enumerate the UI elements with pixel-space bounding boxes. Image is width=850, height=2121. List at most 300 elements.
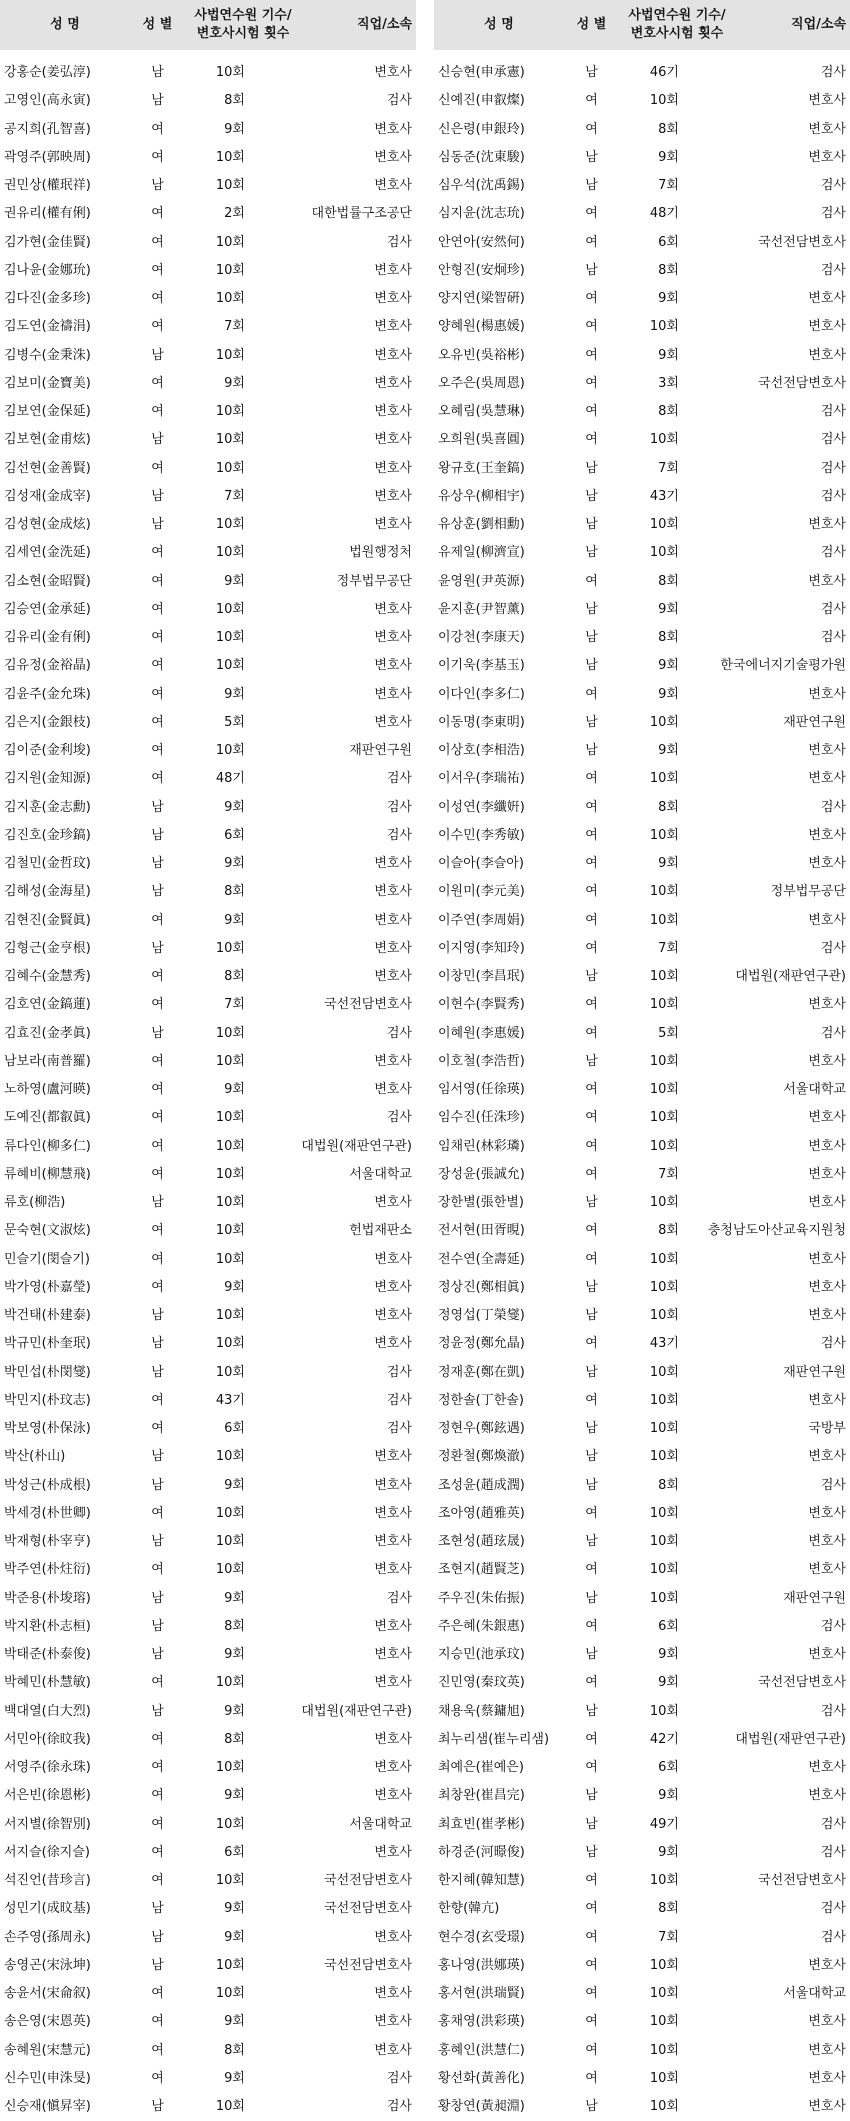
- table-row: [0, 1669, 416, 1697]
- cell-class: 9회: [658, 601, 679, 617]
- cell-name: 김병수(金秉洙): [4, 347, 91, 363]
- cell-gender: 여: [585, 1138, 598, 1154]
- table-row: [434, 991, 850, 1019]
- cell-class: 9회: [224, 1703, 245, 1719]
- cell-name: 오유빈(吳裕彬): [438, 347, 525, 363]
- table-row: [0, 1387, 416, 1415]
- cell-class: 10회: [215, 234, 245, 250]
- cell-gender: 남: [151, 856, 164, 871]
- table-row: [434, 342, 850, 370]
- cell-class: 10회: [649, 1364, 679, 1380]
- table-row: [0, 1217, 416, 1245]
- cell-gender: 여: [151, 1223, 164, 1239]
- cell-name: 이창민(李昌珉): [438, 969, 525, 984]
- cell-job: 검사: [386, 1590, 412, 1606]
- cell-gender: 남: [151, 1364, 164, 1380]
- cell-class: 10회: [215, 1760, 245, 1775]
- table-row: [434, 144, 850, 172]
- table-row: [0, 1500, 416, 1528]
- cell-class: 9회: [658, 658, 679, 674]
- cell-class: 7회: [224, 997, 245, 1013]
- cell-class: 10회: [215, 517, 245, 532]
- cell-job: 변호사: [374, 714, 412, 730]
- cell-gender: 여: [585, 1873, 598, 1888]
- cell-name: 김유리(金有俐): [4, 630, 91, 645]
- cell-class: 9회: [224, 799, 245, 815]
- cell-gender: 남: [585, 1534, 598, 1549]
- cell-name: 이기욱(李基玉): [438, 658, 525, 674]
- cell-job: 변호사: [374, 1308, 412, 1323]
- table-row: [0, 878, 416, 906]
- cell-name: 오혜림(吳慧琳): [438, 404, 525, 419]
- table-row: [0, 907, 416, 935]
- cell-job: 변호사: [374, 1053, 412, 1069]
- cell-gender: 여: [151, 1816, 164, 1832]
- cell-job: 변호사: [374, 262, 412, 278]
- cell-name: 김지훈(金志勳): [4, 799, 91, 815]
- cell-gender: 남: [151, 1901, 164, 1917]
- cell-class: 8회: [658, 1223, 679, 1239]
- cell-class: 9회: [224, 2014, 245, 2030]
- table-row: [0, 681, 416, 709]
- cell-gender: 여: [151, 2014, 164, 2030]
- cell-job: 국선전담변호사: [758, 234, 846, 250]
- cell-name: 남보라(南普羅): [4, 1053, 91, 1069]
- cell-class: 10회: [215, 1986, 245, 2001]
- table-row: [434, 1104, 850, 1132]
- table-row: [434, 1867, 850, 1895]
- cell-gender: 여: [151, 1082, 164, 1097]
- table-row: [0, 1641, 416, 1669]
- cell-class: 9회: [224, 1929, 245, 1945]
- cell-class: 10회: [215, 1505, 245, 1521]
- cell-class: 10회: [215, 432, 245, 448]
- cell-job: 검사: [820, 404, 846, 419]
- cell-class: 10회: [215, 601, 245, 617]
- cell-class: 10회: [649, 93, 679, 109]
- cell-job: 검사: [386, 234, 412, 250]
- cell-gender: 남: [585, 1844, 598, 1860]
- table-row: [0, 370, 416, 398]
- cell-class: 10회: [649, 432, 679, 448]
- cell-class: 8회: [658, 1477, 679, 1493]
- cell-gender: 여: [151, 375, 164, 391]
- table-row: [434, 1443, 850, 1471]
- cell-gender: 여: [151, 1760, 164, 1775]
- cell-class: 7회: [658, 1929, 679, 1945]
- table-row: [0, 87, 416, 115]
- table-row: [434, 426, 850, 454]
- cell-gender: 남: [151, 1195, 164, 1210]
- cell-class: 10회: [649, 1195, 679, 1210]
- table-row: [0, 1048, 416, 1076]
- table-row: [0, 1924, 416, 1952]
- cell-job: 변호사: [374, 1505, 412, 1521]
- cell-class: 48기: [649, 206, 679, 222]
- cell-name: 김승연(金承延): [4, 601, 91, 617]
- cell-class: 8회: [658, 1901, 679, 1917]
- table-row: [0, 1528, 416, 1556]
- cell-name: 이강천(李康天): [438, 630, 525, 645]
- cell-gender: 여: [585, 912, 598, 928]
- cell-job: 변호사: [808, 149, 846, 165]
- cell-job: 한국에너지기술평가원: [720, 658, 846, 674]
- cell-gender: 남: [151, 488, 164, 504]
- cell-gender: 여: [585, 375, 598, 391]
- cell-name: 오희원(吳喜圓): [438, 432, 525, 448]
- cell-name: 심지윤(沈志玧): [438, 206, 525, 222]
- table-row: [434, 257, 850, 285]
- cell-class: 10회: [215, 404, 245, 419]
- table-row: [434, 87, 850, 115]
- cell-job: 변호사: [808, 856, 846, 871]
- cell-job: 변호사: [808, 1760, 846, 1775]
- cell-name: 이동명(李東明): [438, 714, 525, 730]
- cell-job: 국선전담변호사: [758, 1675, 846, 1691]
- cell-class: 9회: [224, 1590, 245, 1606]
- cell-job: 정부법무공단: [770, 884, 846, 900]
- cell-job: 변호사: [374, 884, 412, 900]
- cell-name: 임채린(林彩璘): [438, 1138, 525, 1154]
- cell-class: 10회: [649, 714, 679, 730]
- cell-name: 류혜비(柳慧飛): [4, 1166, 91, 1182]
- cell-job: 변호사: [374, 1647, 412, 1662]
- cell-class: 43기: [215, 1392, 245, 1408]
- cell-name: 조현지(趙賢芝): [438, 1562, 525, 1578]
- cell-name: 이서우(李瑞祐): [438, 771, 525, 787]
- cell-class: 10회: [649, 1421, 679, 1436]
- cell-name: 전서현(田胥晛): [438, 1223, 525, 1239]
- cell-gender: 여: [585, 1901, 598, 1917]
- cell-class: 10회: [649, 1082, 679, 1097]
- cell-job: 검사: [820, 178, 846, 193]
- cell-gender: 남: [585, 65, 598, 80]
- cell-job: 국선전담변호사: [758, 375, 846, 391]
- cell-class: 9회: [224, 1082, 245, 1097]
- cell-job: 변호사: [808, 1166, 846, 1182]
- table-row: [0, 1754, 416, 1782]
- cell-gender: 여: [151, 912, 164, 928]
- cell-class: 10회: [215, 1223, 245, 1239]
- cell-job: 변호사: [808, 347, 846, 363]
- cell-gender: 남: [151, 1308, 164, 1323]
- cell-class: 10회: [215, 1364, 245, 1380]
- cell-name: 김소현(金昭賢): [4, 573, 91, 589]
- cell-gender: 여: [151, 121, 164, 137]
- cell-job: 변호사: [808, 291, 846, 306]
- cell-name: 심동준(沈東駿): [438, 149, 525, 165]
- cell-name: 양혜원(楊惠媛): [438, 319, 525, 335]
- cell-name: 김선현(金善賢): [4, 460, 91, 476]
- table-row: [434, 1726, 850, 1754]
- table-row: [434, 822, 850, 850]
- cell-gender: 남: [151, 1957, 164, 1973]
- cell-gender: 여: [585, 1760, 598, 1775]
- cell-job: 변호사: [374, 65, 412, 80]
- table-row: [434, 370, 850, 398]
- table-row: [434, 285, 850, 313]
- cell-gender: 남: [585, 1279, 598, 1295]
- table-row: [434, 172, 850, 200]
- gender-column-header: 성 별: [576, 17, 607, 32]
- cell-job: 검사: [386, 827, 412, 843]
- cell-gender: 남: [151, 432, 164, 448]
- cell-class: 10회: [649, 827, 679, 843]
- cell-name: 공지희(孔智喜): [4, 121, 91, 137]
- cell-name: 김현진(金賢眞): [4, 912, 91, 928]
- cell-class: 10회: [215, 1534, 245, 1549]
- table-row: [0, 1104, 416, 1132]
- cell-job: 검사: [386, 771, 412, 787]
- cell-gender: 여: [151, 1421, 164, 1436]
- cell-job: 변호사: [374, 940, 412, 956]
- cell-gender: 여: [585, 799, 598, 815]
- cell-name: 현수경(玄受璟): [438, 1929, 525, 1945]
- cell-class: 10회: [215, 1110, 245, 1126]
- cell-class: 10회: [215, 2099, 245, 2114]
- cell-gender: 남: [151, 1590, 164, 1606]
- cell-name: 이슬아(李슬아): [438, 856, 524, 871]
- cell-job: 검사: [386, 2070, 412, 2086]
- table-row: [0, 1726, 416, 1754]
- cell-name: 김가현(金佳賢): [4, 234, 91, 250]
- cell-name: 윤지훈(尹智薰): [438, 601, 525, 617]
- cell-gender: 여: [585, 1731, 598, 1747]
- cell-name: 박주연(朴炷衍): [4, 1562, 91, 1578]
- cell-job: 대법원(재판연구관): [301, 1703, 412, 1719]
- cell-name: 박건태(朴建泰): [4, 1308, 91, 1323]
- cell-class: 8회: [224, 1731, 245, 1747]
- cell-gender: 남: [151, 799, 164, 815]
- cell-gender: 여: [151, 658, 164, 674]
- table-row: [0, 1359, 416, 1387]
- cell-class: 8회: [224, 1618, 245, 1634]
- cell-name: 김보미(金寶美): [4, 375, 91, 391]
- cell-gender: 남: [151, 178, 164, 193]
- cell-class: 6회: [658, 1618, 679, 1634]
- cell-name: 임수진(任洙珍): [438, 1110, 525, 1126]
- cell-class: 7회: [658, 178, 679, 193]
- cell-name: 박지환(朴志桓): [4, 1618, 91, 1634]
- table-row: [434, 1754, 850, 1782]
- cell-class: 10회: [215, 1308, 245, 1323]
- cell-job: 서울대학교: [783, 1082, 846, 1097]
- table-row: [434, 709, 850, 737]
- cell-name: 김지원(金知源): [4, 771, 91, 787]
- cell-gender: 남: [151, 1449, 164, 1465]
- cell-job: 변호사: [374, 460, 412, 476]
- cell-job: 변호사: [374, 1844, 412, 1860]
- table-row: [0, 2008, 416, 2036]
- cell-name: 양지연(梁智硏): [438, 291, 525, 306]
- cell-gender: 남: [585, 743, 598, 758]
- cell-name: 이수민(李秀敏): [438, 827, 525, 843]
- table-row: [0, 2093, 416, 2121]
- class-column-header: [185, 0, 301, 50]
- cell-gender: 여: [585, 1251, 598, 1267]
- cell-gender: 여: [585, 1562, 598, 1578]
- cell-job: 변호사: [808, 1957, 846, 1973]
- cell-class: 10회: [649, 517, 679, 532]
- cell-job: 변호사: [374, 969, 412, 984]
- cell-job: 검사: [820, 206, 846, 222]
- cell-class: 10회: [649, 2042, 679, 2058]
- cell-name: 류호(柳浩): [4, 1195, 66, 1210]
- cell-name: 한지혜(韓知慧): [438, 1873, 525, 1888]
- cell-gender: 여: [585, 206, 598, 222]
- cell-class: 9회: [224, 121, 245, 137]
- cell-name: 송영곤(宋泳坤): [4, 1957, 91, 1973]
- job-column-header: 직업/소속: [357, 17, 412, 32]
- cell-class: 9회: [224, 1901, 245, 1917]
- cell-class: 49기: [649, 1816, 679, 1832]
- cell-class: 10회: [649, 1986, 679, 2001]
- cell-name: 김도연(金禱涓): [4, 319, 91, 335]
- cell-gender: 남: [585, 1308, 598, 1323]
- cell-gender: 여: [151, 573, 164, 589]
- cell-name: 박민지(朴玟志): [4, 1392, 91, 1408]
- cell-class: 10회: [649, 1308, 679, 1323]
- cell-gender: 남: [151, 884, 164, 900]
- table-row: [434, 1020, 850, 1048]
- cell-job: 변호사: [808, 1110, 846, 1126]
- cell-gender: 여: [151, 1110, 164, 1126]
- cell-job: 검사: [820, 1929, 846, 1945]
- cell-class: 10회: [215, 658, 245, 674]
- table-row: [0, 1076, 416, 1104]
- cell-job: 헌법재판소: [349, 1223, 412, 1239]
- cell-gender: 여: [585, 1929, 598, 1945]
- cell-job: 변호사: [374, 488, 412, 504]
- cell-class: 6회: [224, 827, 245, 843]
- cell-gender: 남: [585, 1788, 598, 1804]
- cell-job: 충청남도아산교육지원청: [707, 1223, 846, 1239]
- cell-name: 김진호(金珍鎬): [4, 827, 91, 843]
- cell-job: 국선전담변호사: [324, 1873, 412, 1888]
- cell-name: 김혜수(金慧秀): [4, 969, 91, 984]
- cell-gender: 남: [151, 1477, 164, 1493]
- cell-class: 8회: [224, 93, 245, 109]
- cell-class: 10회: [649, 1053, 679, 1069]
- table-row: [0, 709, 416, 737]
- cell-class: 8회: [658, 630, 679, 645]
- cell-job: 재판연구원: [783, 714, 846, 730]
- cell-job: 변호사: [374, 658, 412, 674]
- cell-name: 김이준(金利埈): [4, 743, 91, 758]
- cell-job: 국선전담변호사: [324, 1957, 412, 1973]
- cell-name: 박태준(朴泰俊): [4, 1647, 91, 1662]
- left-table: [0, 0, 416, 2121]
- cell-name: 백대열(白大烈): [4, 1703, 91, 1719]
- cell-class: 42기: [649, 1731, 679, 1747]
- table-row: [0, 144, 416, 172]
- cell-name: 최누리샘(崔누리샘): [438, 1731, 550, 1747]
- cell-class: 9회: [658, 1844, 679, 1860]
- cell-gender: 여: [151, 460, 164, 476]
- cell-job: 변호사: [808, 1647, 846, 1662]
- cell-job: 검사: [820, 432, 846, 448]
- cell-job: 변호사: [374, 1534, 412, 1549]
- table-row: [0, 1415, 416, 1443]
- cell-name: 박산(朴山): [4, 1449, 66, 1465]
- cell-class: 9회: [658, 291, 679, 306]
- table-row: [434, 1359, 850, 1387]
- table-row: [434, 1387, 850, 1415]
- cell-name: 서민아(徐旼我): [4, 1731, 91, 1747]
- cell-class: 5회: [658, 1025, 679, 1041]
- cell-gender: 남: [151, 1336, 164, 1352]
- cell-class: 43기: [649, 488, 679, 504]
- cell-name: 김형근(金亨根): [4, 940, 91, 956]
- cell-gender: 여: [151, 404, 164, 419]
- left-table-header: [0, 0, 416, 50]
- table-row: [0, 624, 416, 652]
- cell-class: 8회: [658, 799, 679, 815]
- table-row: [0, 1330, 416, 1358]
- table-row: [0, 1274, 416, 1302]
- cell-job: 변호사: [374, 517, 412, 532]
- cell-job: 정부법무공단: [336, 573, 412, 589]
- cell-class: 10회: [215, 262, 245, 278]
- cell-gender: 남: [151, 517, 164, 532]
- cell-job: 변호사: [374, 1279, 412, 1295]
- class-header-line1: 사법연수원 기수/: [628, 8, 726, 23]
- cell-job: 변호사: [808, 743, 846, 758]
- cell-name: 김해성(金海星): [4, 884, 91, 900]
- cell-name: 이혜원(李惠媛): [438, 1025, 525, 1041]
- table-row: [0, 991, 416, 1019]
- table-row: [434, 1302, 850, 1330]
- table-row: [0, 285, 416, 313]
- cell-name: 이성연(李纖姸): [438, 799, 525, 815]
- cell-name: 노하영(盧河暎): [4, 1082, 91, 1097]
- cell-gender: 남: [585, 262, 598, 278]
- cell-job: 변호사: [808, 1562, 846, 1578]
- cell-job: 재판연구원: [783, 1590, 846, 1606]
- cell-name: 김윤주(金允珠): [4, 686, 91, 702]
- cell-gender: 여: [585, 93, 598, 109]
- table-row: [434, 1048, 850, 1076]
- table-row: [434, 850, 850, 878]
- table-row: [0, 1895, 416, 1923]
- cell-name: 문숙현(文淑炫): [4, 1223, 91, 1239]
- table-row: [434, 963, 850, 991]
- cell-name: 채용욱(蔡鏞旭): [438, 1703, 525, 1719]
- cell-job: 변호사: [374, 1082, 412, 1097]
- cell-job: 대법원(재판연구관): [735, 969, 846, 984]
- table-row: [0, 1443, 416, 1471]
- cell-name: 정현우(鄭鉉遇): [438, 1421, 525, 1436]
- cell-gender: 여: [585, 234, 598, 250]
- cell-job: 검사: [820, 65, 846, 80]
- cell-job: 변호사: [374, 1731, 412, 1747]
- table-row: [0, 737, 416, 765]
- table-row: [434, 1189, 850, 1217]
- cell-job: 변호사: [374, 319, 412, 335]
- table-row: [0, 116, 416, 144]
- table-row: [0, 1613, 416, 1641]
- cell-job: 검사: [820, 1703, 846, 1719]
- cell-gender: 여: [151, 1138, 164, 1154]
- cell-class: 6회: [224, 1844, 245, 1860]
- cell-job: 변호사: [808, 2014, 846, 2030]
- cell-job: 국선전담변호사: [758, 1873, 846, 1888]
- cell-class: 10회: [215, 1166, 245, 1182]
- cell-name: 이다인(李多仁): [438, 686, 525, 702]
- cell-job: 국방부: [808, 1421, 846, 1436]
- cell-class: 10회: [215, 65, 245, 80]
- table-row: [434, 907, 850, 935]
